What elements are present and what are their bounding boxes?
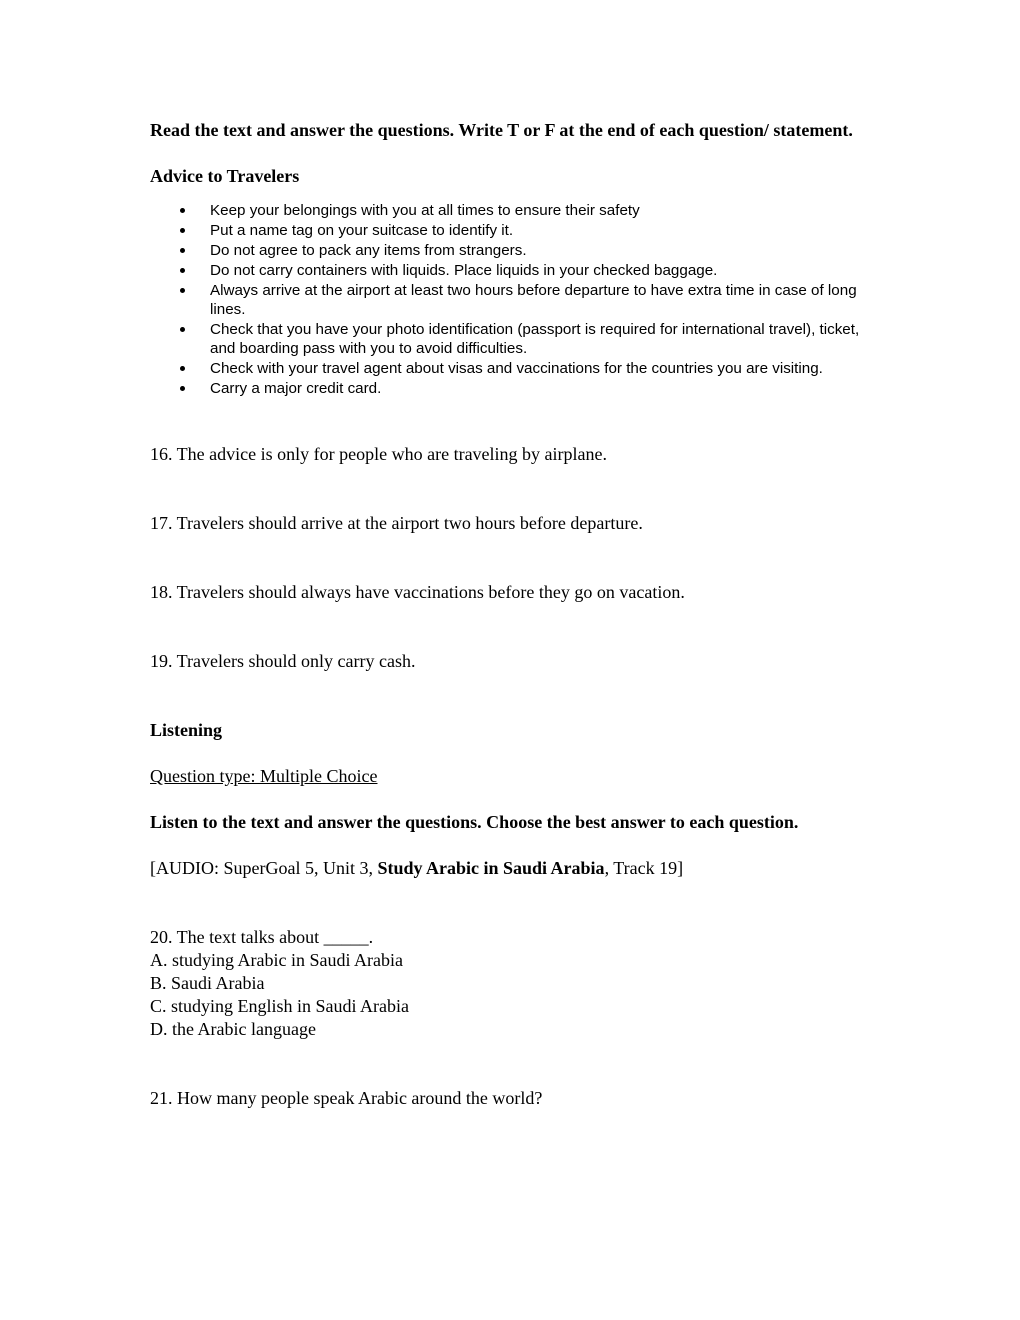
audio-title: Study Arabic in Saudi Arabia <box>377 858 605 878</box>
question-20-options <box>150 949 870 1041</box>
list-item: Check with your travel agent about visas and vaccinations for the countries you are visiting. <box>150 359 870 378</box>
question-18: 18. Travelers should always have vaccinations before they go on vacation. <box>150 582 685 602</box>
bullet-icon <box>180 268 185 273</box>
list-item: Keep your belongings with you at all times to ensure their safety <box>150 201 870 220</box>
bullet-icon <box>180 248 185 253</box>
list-item: Always arrive at the airport at least two hours before departure to have extra time in case of long lines. <box>150 281 870 319</box>
bullet-icon <box>180 208 185 213</box>
bullet-icon <box>180 288 185 293</box>
option-b: B. Saudi Arabia <box>150 973 265 993</box>
audio-reference: [AUDIO: SuperGoal 5, Unit 3, Study Arabic in Saudi Arabia, Track 19] <box>150 858 684 878</box>
list-item: Do not carry containers with liquids. Place liquids in your checked baggage. <box>150 261 870 280</box>
option-d: D. the Arabic language <box>150 1019 316 1039</box>
listening-heading: Listening <box>150 720 223 740</box>
bullet-icon <box>180 327 185 332</box>
worksheet-page <box>150 119 870 1110</box>
list-item: Carry a major credit card. <box>150 379 870 398</box>
bullet-icon <box>180 228 185 233</box>
list-item: Check that you have your photo identification (passport is required for international travel), ticket, and boarding pass with you to avoid difficulties. <box>150 320 870 358</box>
reading-title: Advice to Travelers <box>150 166 300 186</box>
question-20: 20. The text talks about _____. <box>150 927 374 947</box>
question-type-label: Question type: Multiple Choice <box>150 766 378 786</box>
question-16: 16. The advice is only for people who are traveling by airplane. <box>150 444 608 464</box>
list-item: Put a name tag on your suitcase to identify it. <box>150 221 870 240</box>
bullet-icon <box>180 366 185 371</box>
list-item: Do not agree to pack any items from strangers. <box>150 241 870 260</box>
advice-list <box>150 201 870 398</box>
reading-instructions: Read the text and answer the questions. Write T or F at the end of each question/ statement. <box>150 120 853 140</box>
question-21: 21. How many people speak Arabic around the world? <box>150 1088 543 1108</box>
listening-instructions: Listen to the text and answer the questions. Choose the best answer to each question. <box>150 812 799 832</box>
question-17: 17. Travelers should arrive at the airport two hours before departure. <box>150 513 643 533</box>
option-a: A. studying Arabic in Saudi Arabia <box>150 950 403 970</box>
bullet-icon <box>180 386 185 391</box>
question-19: 19. Travelers should only carry cash. <box>150 651 416 671</box>
option-c: C. studying English in Saudi Arabia <box>150 996 409 1016</box>
